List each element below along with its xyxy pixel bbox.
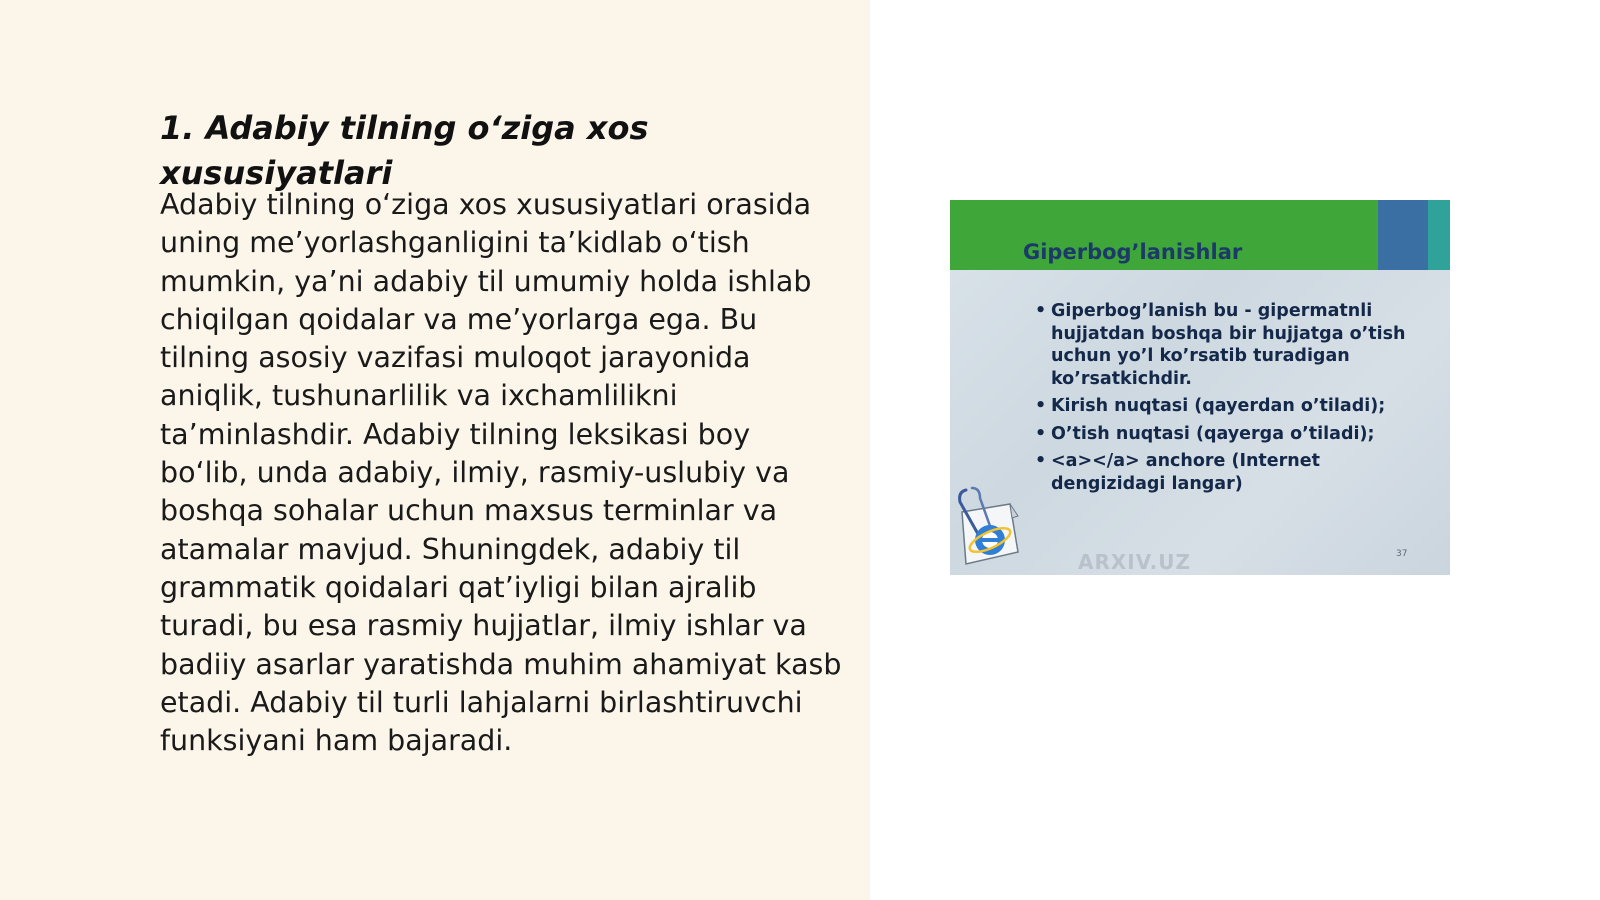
slide-header-accent-teal	[1428, 200, 1450, 270]
slide-watermark: ARXIV.UZ	[1078, 550, 1191, 574]
slide-bullet: • O’tish nuqtasi (qayerga o’tiladi);	[1035, 423, 1440, 446]
slide-bullet-list	[1035, 300, 1440, 500]
slide-title: Giperbog’lanishlar	[1023, 240, 1243, 264]
slide-page-number: 37	[1396, 549, 1408, 559]
slide-header-accent-blue	[1378, 200, 1428, 270]
internet-explorer-icon	[952, 482, 1024, 572]
slide-bullet: • <a></a> anchore (Internet dengizidagi langar)	[1035, 450, 1440, 495]
slide-bullet: • Kirish nuqtasi (qayerdan o’tiladi);	[1035, 395, 1440, 418]
section-paragraph: Adabiy tilning o‘ziga xos xususiyatlari orasida uning me’yorlashganligini ta’kidlab o‘tish mumkin, ya’ni adabiy til umumiy holda ishlab chiqilgan qoidalar va me’yorlarga ega. Bu tilning asosiy vazifasi muloqot jarayonida aniqlik, tushunarlilik va ixchamlilikni ta’minlashdir. Adabiy tilning leksikasi boy bo‘lib, unda adabiy, ilmiy, rasmiy-uslubiy va boshqa sohalar uchun maxsus terminlar va atamalar mavjud. Shuningdek, adabiy til grammatik qoidalari qat’iyligi bilan ajralib turadi, bu esa rasmiy hujjatlar, ilmiy ishlar va badiiy asarlar yaratishda muhim ahamiyat kasb etadi. Adabiy til turli lahjalarni birlashtiruvchi funksiyani ham bajaradi.	[160, 188, 842, 758]
section-heading: 1. Adabiy tilning o‘ziga xos xususiyatlari	[160, 109, 649, 192]
slide-image	[950, 200, 1450, 575]
slide-bullet: • Giperbog’lanish bu - gipermatnli hujjatdan boshqa bir hujjatga o’tish uchun yo’l ko’rsatib turadigan ko’rsatkichdir.	[1035, 300, 1440, 390]
